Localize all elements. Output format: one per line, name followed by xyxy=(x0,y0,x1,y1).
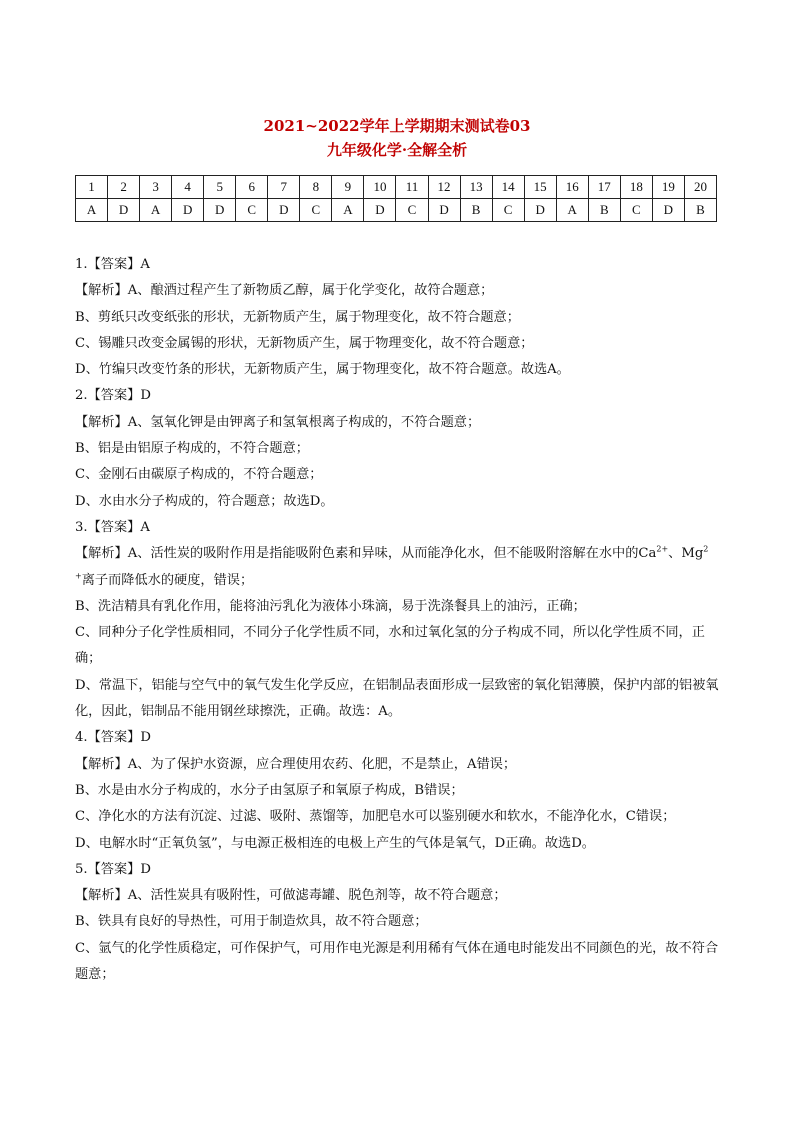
question-number: 7 xyxy=(268,176,300,199)
q3-analysis-text: 【解析】A、活性炭的吸附作用是指能吸附色素和异味，从而能净化水，但不能吸附溶解在水中的 xyxy=(75,546,639,562)
answer-cell: D xyxy=(364,199,396,222)
question-number: 9 xyxy=(332,176,364,199)
ion-separator: 、 xyxy=(668,546,682,562)
q5-analysis: 【解析】A、活性炭具有吸附性，可做滤毒罐、脱色剂等，故不符合题意； xyxy=(75,888,507,904)
q2-option-c: C、金刚石由碳原子构成的，不符合题意； xyxy=(75,467,323,483)
q5-option-c: C、氩气的化学性质稳定，可作保护气，可用作电光源是利用稀有气体在通电时能发出不同颜色的光，故不符合题意； xyxy=(75,940,719,983)
q3-option-b: B、洗洁精具有乳化作用，能将油污乳化为液体小珠滴，易于洗涤餐具上的油污，正确； xyxy=(75,598,586,614)
answer-cell: C xyxy=(236,199,268,222)
solutions-body xyxy=(75,252,725,988)
question-number: 8 xyxy=(300,176,332,199)
answer-row xyxy=(76,199,717,222)
ion-magnesium: Mg xyxy=(681,546,704,562)
question-number: 1 xyxy=(76,176,108,199)
q3-option-d: D、常温下，铝能与空气中的氧气发生化学反应，在铝制品表面形成一层致密的氧化铝薄膜，保护内部的铝被氧化，因此，铝制品不能用钢丝球擦洗，正确。故选：A。 xyxy=(75,677,719,720)
answer-cell: B xyxy=(460,199,492,222)
q3-option-c: C、同种分子化学性质相同，不同分子化学性质不同，水和过氧化氢的分子构成不同，所以化学性质不同，正确； xyxy=(75,625,705,667)
answer-cell: A xyxy=(140,199,172,222)
question-number: 17 xyxy=(588,176,620,199)
answer-cell: D xyxy=(268,199,300,222)
question-number: 20 xyxy=(684,176,716,199)
question-number: 12 xyxy=(428,176,460,199)
question-number: 18 xyxy=(620,176,652,199)
question-number: 3 xyxy=(140,176,172,199)
answer-cell: D xyxy=(108,199,140,222)
q4-answer: 4.【答案】D xyxy=(75,730,151,746)
q5-answer: 5.【答案】D xyxy=(75,861,151,877)
q4-option-b: B、水是由水分子构成的，水分子由氢原子和氧原子构成，B错误； xyxy=(75,782,464,798)
answer-cell: D xyxy=(652,199,684,222)
q4-analysis: 【解析】A、为了保护水资源，应合理使用农药、化肥，不是禁止，A错误； xyxy=(75,756,517,772)
q5-option-b: B、铁具有良好的导热性，可用于制造炊具，故不符合题意； xyxy=(75,914,428,930)
q1-answer: 1.【答案】A xyxy=(75,257,150,272)
question-number: 14 xyxy=(492,176,524,199)
q3-analysis-text-end: 离子而降低水的硬度，错误； xyxy=(81,572,254,588)
ion-calcium: Ca xyxy=(638,546,657,562)
question-number: 15 xyxy=(524,176,556,199)
q3-answer: 3.【答案】A xyxy=(75,519,150,535)
answer-cell: A xyxy=(76,199,108,222)
q3-analysis xyxy=(75,541,725,594)
answer-cell: D xyxy=(428,199,460,222)
question-number: 13 xyxy=(460,176,492,199)
answer-cell: C xyxy=(300,199,332,222)
question-number: 19 xyxy=(652,176,684,199)
question-number: 6 xyxy=(236,176,268,199)
question-number-row xyxy=(76,176,717,199)
q1-analysis: 【解析】A、酿酒过程产生了新物质乙醇，属于化学变化，故符合题意； xyxy=(75,283,494,299)
q2-option-b: B、铝是由铝原子构成的，不符合题意； xyxy=(75,441,309,457)
page-title: 2021~2022学年上学期期末测试卷03 xyxy=(263,117,531,135)
answer-cell: C xyxy=(492,199,524,222)
ion-calcium-charge: 2+ xyxy=(656,544,669,554)
question-number: 11 xyxy=(396,176,428,199)
question-number: 10 xyxy=(364,176,396,199)
question-number: 16 xyxy=(556,176,588,199)
answer-key-table xyxy=(75,175,717,222)
ion-magnesium-charge: 2+ xyxy=(75,544,709,581)
question-number: 2 xyxy=(108,176,140,199)
answer-cell: C xyxy=(396,199,428,222)
q4-option-c: C、净化水的方法有沉淀、过滤、吸附、蒸馏等，加肥皂水可以鉴别硬水和软水，不能净化水，C错误； xyxy=(75,809,676,825)
q1-option-d: D、竹编只改变竹条的形状，无新物质产生，属于物理变化，故不符合题意。故选A。 xyxy=(75,362,570,378)
answer-cell: D xyxy=(172,199,204,222)
q2-analysis: 【解析】A、氢氧化钾是由钾离子和氢氧根离子构成的，不符合题意； xyxy=(75,414,481,430)
answer-cell: B xyxy=(588,199,620,222)
q4-option-d: D、电解水时“正氧负氢”，与电源正极相连的电极上产生的气体是氧气，D正确。故选D。 xyxy=(75,835,595,851)
answer-cell: D xyxy=(524,199,556,222)
answer-cell: B xyxy=(684,199,716,222)
q1-option-b: B、剪纸只改变纸张的形状，无新物质产生，属于物理变化，故不符合题意； xyxy=(75,309,520,325)
question-number: 5 xyxy=(204,176,236,199)
answer-cell: A xyxy=(332,199,364,222)
q2-option-d: D、水由水分子构成的，符合题意；故选D。 xyxy=(75,493,334,509)
answer-cell: A xyxy=(556,199,588,222)
question-number: 4 xyxy=(172,176,204,199)
answer-cell: D xyxy=(204,199,236,222)
q2-answer: 2.【答案】D xyxy=(75,388,151,404)
q1-option-c: C、锡雕只改变金属锡的形状，无新物质产生，属于物理变化，故不符合题意； xyxy=(75,335,534,351)
page-subtitle: 九年级化学·全解全析 xyxy=(326,141,468,159)
answer-cell: C xyxy=(620,199,652,222)
